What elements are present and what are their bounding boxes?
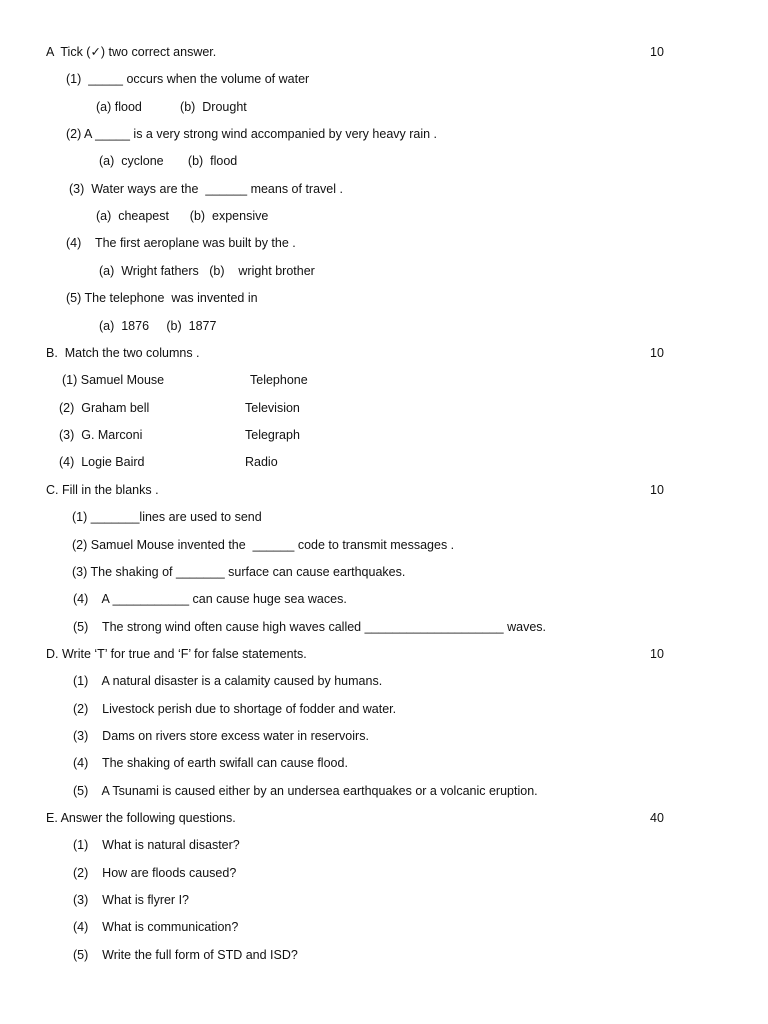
- section-c-question-3: (3) The shaking of _______ surface can cause earthquakes.: [72, 565, 406, 579]
- section-c-question-5: (5) The strong wind often cause high waves called ____________________ waves.: [73, 620, 547, 634]
- section-b-marks: 10: [650, 346, 664, 360]
- section-d-statement-1: (1) A natural disaster is a calamity caused by humans.: [73, 674, 383, 688]
- section-a-question-5: (5) The telephone was invented in: [66, 291, 258, 305]
- section-d-marks: 10: [650, 647, 664, 661]
- section-a-question-2: (2) A _____ is a very strong wind accompanied by very heavy rain .: [66, 127, 438, 141]
- section-d-statement-4: (4) The shaking of earth swifall can cause flood.: [73, 756, 348, 770]
- section-d-heading: D. Write ‘T’ for true and ‘F’ for false statements.: [46, 647, 307, 661]
- match-left-item: (4) Logie Baird: [59, 455, 145, 469]
- section-a-question-1: (1) _____ occurs when the volume of water: [66, 72, 310, 86]
- section-a-question-1-options: (a) flood (b) Drought: [96, 100, 247, 114]
- section-a-question-3-options: (a) cheapest (b) expensive: [96, 209, 269, 223]
- section-a-question-4-options: (a) Wright fathers (b) wright brother: [99, 264, 315, 278]
- match-right-item: Television: [245, 401, 300, 415]
- section-a-question-3: (3) Water ways are the ______ means of travel .: [69, 182, 343, 196]
- match-right-item: Telegraph: [245, 428, 300, 442]
- match-right-item: Telephone: [250, 373, 308, 387]
- section-d-statement-5: (5) A Tsunami is caused either by an undersea earthquakes or a volcanic eruption.: [73, 784, 538, 798]
- section-e-heading: E. Answer the following questions.: [46, 811, 236, 825]
- section-c-marks: 10: [650, 483, 664, 497]
- section-a-question-2-options: (a) cyclone (b) flood: [99, 154, 238, 168]
- section-c-question-4: (4) A ___________ can cause huge sea waces.: [73, 592, 347, 606]
- section-b-heading: B. Match the two columns .: [46, 346, 200, 360]
- section-a-question-5-options: (a) 1876 (b) 1877: [99, 319, 217, 333]
- section-e-question-4: (4) What is communication?: [73, 920, 239, 934]
- section-c-question-2: (2) Samuel Mouse invented the ______ code to transmit messages .: [72, 538, 455, 552]
- section-a-marks: 10: [650, 45, 664, 59]
- match-left-item: (3) G. Marconi: [59, 428, 143, 442]
- section-c-question-1: (1) _______lines are used to send: [72, 510, 262, 524]
- section-e-question-2: (2) How are floods caused?: [73, 866, 237, 880]
- section-d-statement-2: (2) Livestock perish due to shortage of fodder and water.: [73, 702, 397, 716]
- section-e-question-5: (5) Write the full form of STD and ISD?: [73, 948, 298, 962]
- match-right-item: Radio: [245, 455, 278, 469]
- section-a-heading: A Tick (✓) two correct answer.: [46, 45, 217, 59]
- section-e-question-1: (1) What is natural disaster?: [73, 838, 240, 852]
- match-left-item: (1) Samuel Mouse: [62, 373, 165, 387]
- section-e-marks: 40: [650, 811, 664, 825]
- section-d-statement-3: (3) Dams on rivers store excess water in reservoirs.: [73, 729, 369, 743]
- section-c-heading: C. Fill in the blanks .: [46, 483, 159, 497]
- section-a-question-4: (4) The first aeroplane was built by the .: [66, 236, 296, 250]
- section-e-question-3: (3) What is flyrer I?: [73, 893, 189, 907]
- match-left-item: (2) Graham bell: [59, 401, 150, 415]
